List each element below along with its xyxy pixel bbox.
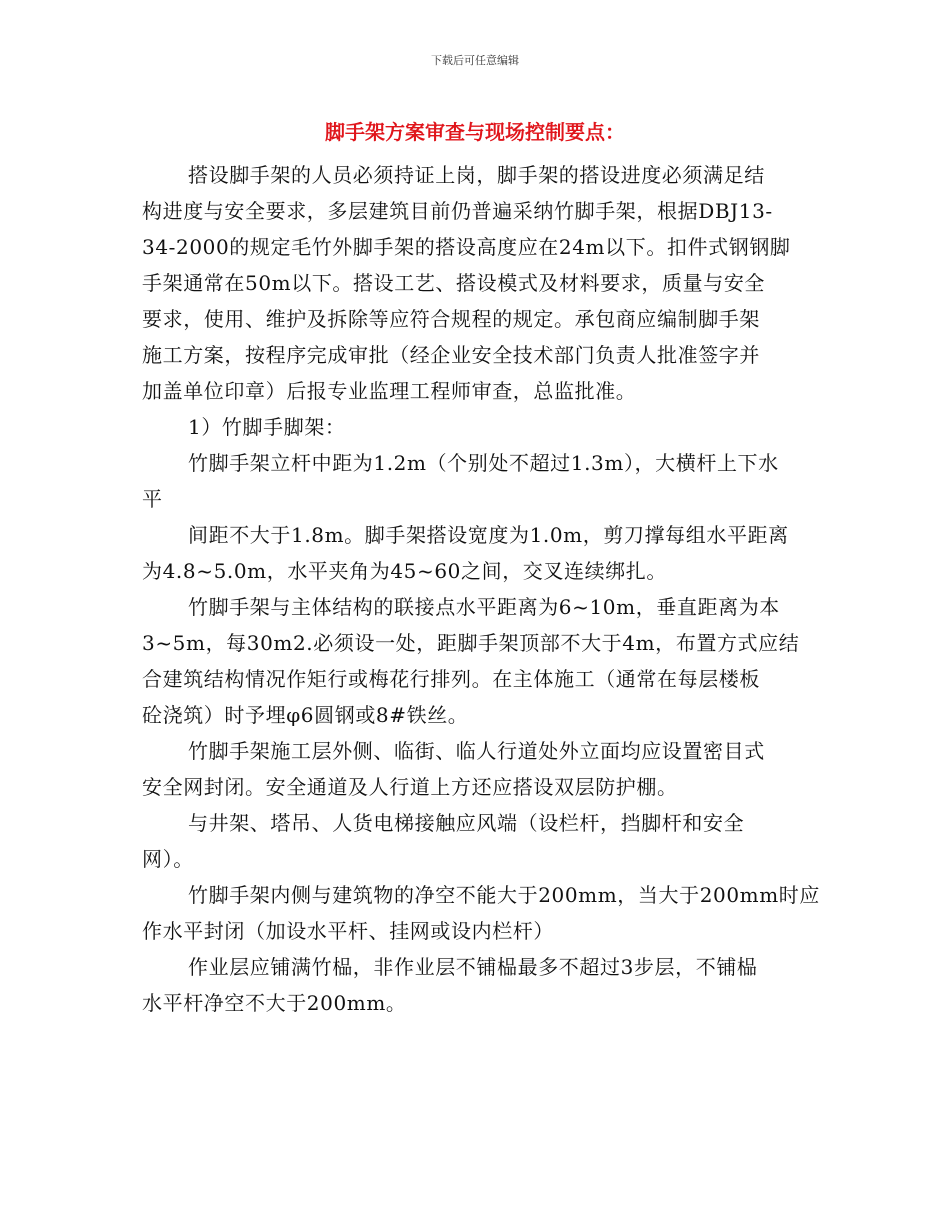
document-body: [142, 157, 821, 1021]
text-line: 网）。: [142, 847, 194, 871]
page-header: 下载后可任意编辑: [431, 54, 519, 67]
section-heading: 1）竹脚手脚架：: [188, 415, 346, 439]
text-line: 砼浇筑）时予埋φ6圆钢或8#铁丝。: [142, 703, 469, 727]
text-line: 为4.8~5.0m，水平夹角为45~60之间，交叉连续绑扎。: [142, 559, 667, 583]
text-line: 与井架、塔吊、人货电梯接触应风端（设栏杆，挡脚杆和安全: [188, 811, 745, 835]
text-line: 3~5m，每30m2.必须设一处，距脚手架顶部不大于4m，布置方式应结: [142, 631, 800, 655]
text-line: 竹脚手架内侧与建筑物的净空不能大于200mm，当大于200mm时应: [188, 883, 821, 907]
text-line: 施工方案，按程序完成审批（经企业安全技术部门负责人批准签字并: [142, 343, 760, 367]
text-line: 安全网封闭。安全通道及人行道上方还应搭设双层防护棚。: [142, 775, 678, 799]
text-line: 构进度与安全要求，多层建筑目前仍普遍采纳竹脚手架，根据DBJ13-: [142, 199, 773, 223]
document-title: 脚手架方案审查与现场控制要点：: [325, 120, 625, 144]
text-line: 水平杆净空不大于200mm。: [142, 991, 407, 1015]
text-line: 竹脚手架立杆中距为1.2m（个别处不超过1.3m），大横杆上下水: [188, 451, 779, 475]
text-line: 竹脚手架与主体结构的联接点水平距离为6~10m，垂直距离为本: [188, 595, 780, 619]
text-line: 34-2000的规定毛竹外脚手架的搭设高度应在24m以下。扣件式钢钢脚: [142, 235, 791, 259]
text-line: 竹脚手架施工层外侧、临街、临人行道处外立面均应设置密目式: [188, 739, 765, 763]
text-line: 合建筑结构情况作矩行或梅花行排列。在主体施工（通常在每层楼板: [142, 667, 760, 691]
text-line: 要求，使用、维护及拆除等应符合规程的规定。承包商应编制脚手架: [142, 307, 760, 331]
text-line: 平: [142, 487, 163, 511]
text-line: 作水平封闭（加设水平杆、挂网或设内栏杆）: [142, 919, 554, 943]
text-line: 搭设脚手架的人员必须持证上岗，脚手架的搭设进度必须满足结: [188, 163, 765, 187]
text-line: 手架通常在50m以下。搭设工艺、搭设模式及材料要求，质量与安全: [142, 271, 766, 295]
text-line: 加盖单位印章）后报专业监理工程师审查，总监批准。: [142, 379, 637, 403]
text-line: 作业层应铺满竹榀，非作业层不铺榀最多不超过3步层，不铺榀: [188, 955, 758, 979]
text-line: 间距不大于1.8m。脚手架搭设宽度为1.0m，剪刀撑每组水平距离: [188, 523, 789, 547]
